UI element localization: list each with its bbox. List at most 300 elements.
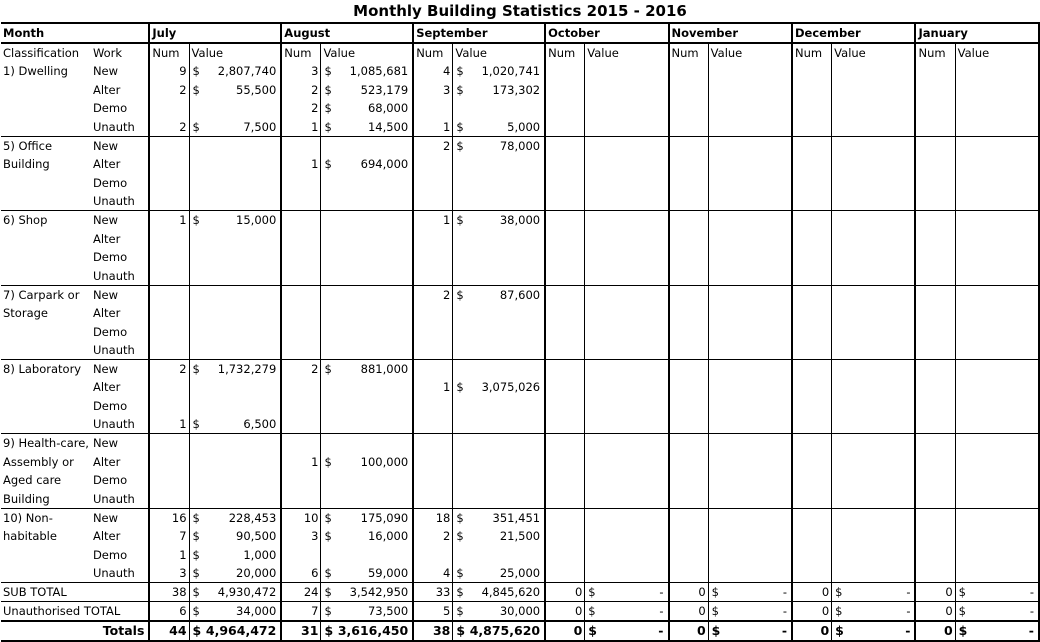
unauthorised-total-row: [1, 602, 1039, 622]
num-cell: [792, 267, 832, 286]
value-cell: 25,000: [468, 564, 545, 583]
num-cell: [792, 564, 832, 583]
num-cell: 18: [413, 508, 453, 527]
value-cell: 3,616,450: [336, 621, 413, 641]
num-cell: [149, 397, 189, 416]
value-cell: [468, 341, 545, 360]
currency-cell: [585, 527, 600, 546]
value-cell: [847, 248, 916, 267]
currency-cell: $: [453, 136, 468, 155]
value-cell: [847, 471, 916, 490]
currency-cell: $: [324, 64, 332, 79]
num-cell: [281, 545, 321, 564]
currency-cell: $: [832, 621, 847, 641]
value-cell: [847, 62, 916, 81]
value-cell: [204, 322, 281, 341]
statistics-table: [1, 22, 1040, 642]
currency-cell: [189, 248, 204, 267]
value-cell: 38,000: [468, 211, 545, 230]
value-cell: 6,500: [204, 415, 281, 434]
num-cell: [915, 322, 955, 341]
currency-cell: [832, 99, 847, 118]
value-cell: [336, 471, 413, 490]
currency-cell: $: [453, 211, 468, 230]
currency-cell: [832, 322, 847, 341]
num-cell: [281, 248, 321, 267]
currency-cell: $: [456, 119, 464, 134]
num-cell: [413, 545, 453, 564]
currency-cell: $: [585, 602, 600, 622]
currency-cell: $: [192, 119, 200, 134]
value-cell: 20,000: [204, 564, 281, 583]
value-column-header: Value: [453, 43, 545, 62]
num-cell: [281, 322, 321, 341]
currency-cell: [955, 434, 970, 453]
value-cell: [468, 545, 545, 564]
num-cell: [915, 434, 955, 453]
value-cell: [723, 267, 792, 286]
value-cell: [970, 378, 1039, 397]
num-cell: [792, 471, 832, 490]
value-cell: [600, 62, 669, 81]
value-cell: [600, 229, 669, 248]
currency-cell: [189, 322, 204, 341]
table-row: [1, 545, 1039, 564]
value-cell: [468, 192, 545, 211]
currency-cell: [321, 285, 336, 304]
value-cell: [847, 378, 916, 397]
classification-cell: [1, 322, 91, 341]
value-cell: [970, 229, 1039, 248]
month-header: September: [413, 23, 545, 43]
value-cell: [970, 192, 1039, 211]
currency-cell: [832, 545, 847, 564]
currency-cell: [708, 564, 723, 583]
value-cell: 73,500: [336, 602, 413, 622]
value-cell: 351,451: [468, 508, 545, 527]
currency-cell: $: [324, 566, 332, 581]
currency-cell: [585, 192, 600, 211]
num-cell: [915, 545, 955, 564]
num-cell: 7: [149, 527, 189, 546]
currency-cell: [708, 490, 723, 509]
value-cell: [600, 81, 669, 100]
num-cell: 1: [413, 211, 453, 230]
work-cell: New: [91, 136, 149, 155]
currency-cell: [708, 229, 723, 248]
value-cell: [723, 545, 792, 564]
currency-cell: $: [456, 566, 464, 581]
num-cell: 1: [413, 118, 453, 137]
currency-cell: $: [189, 508, 204, 527]
month-header: November: [669, 23, 793, 43]
value-cell: [600, 99, 669, 118]
value-cell: [204, 341, 281, 360]
num-cell: [545, 564, 585, 583]
currency-cell: [708, 415, 723, 434]
currency-cell: [708, 174, 723, 193]
currency-cell: [832, 341, 847, 360]
currency-cell: [189, 378, 204, 397]
value-cell: [970, 545, 1039, 564]
value-cell: [204, 99, 281, 118]
work-cell: Alter: [91, 378, 149, 397]
value-cell: [336, 174, 413, 193]
num-cell: [413, 304, 453, 323]
work-cell: Alter: [91, 452, 149, 471]
num-cell: [545, 229, 585, 248]
table-row: [1, 490, 1039, 509]
table-row: [1, 471, 1039, 490]
table-row: [1, 378, 1039, 397]
num-cell: [915, 267, 955, 286]
num-cell: [545, 118, 585, 137]
currency-cell: [453, 322, 468, 341]
currency-cell: $: [456, 64, 464, 79]
num-cell: [792, 285, 832, 304]
num-cell: [545, 452, 585, 471]
num-cell: [669, 155, 709, 174]
num-cell: [669, 434, 709, 453]
value-cell: [600, 118, 669, 137]
value-cell: [204, 285, 281, 304]
value-cell: [847, 211, 916, 230]
num-cell: [545, 211, 585, 230]
value-column-header: Value: [189, 43, 281, 62]
value-cell: 14,500: [336, 118, 413, 137]
value-cell: [723, 564, 792, 583]
value-cell: [970, 304, 1039, 323]
value-cell: [600, 564, 669, 583]
currency-cell: [955, 452, 970, 471]
currency-cell: [955, 174, 970, 193]
currency-cell: [585, 341, 600, 360]
value-cell: [204, 304, 281, 323]
work-cell: Alter: [91, 81, 149, 100]
currency-cell: [832, 564, 847, 583]
num-cell: [792, 229, 832, 248]
currency-cell: [585, 155, 600, 174]
value-cell: [723, 174, 792, 193]
currency-cell: $: [189, 211, 204, 230]
currency-cell: $: [321, 508, 336, 527]
value-cell: [847, 304, 916, 323]
num-cell: 6: [149, 602, 189, 622]
value-cell: [600, 360, 669, 379]
value-cell: [336, 490, 413, 509]
value-cell: [723, 211, 792, 230]
currency-cell: [708, 211, 723, 230]
value-cell: [847, 360, 916, 379]
currency-cell: [832, 136, 847, 155]
value-cell: 3,075,026: [468, 378, 545, 397]
num-cell: 4: [413, 62, 453, 81]
work-cell: Unauth: [91, 415, 149, 434]
currency-cell: [708, 545, 723, 564]
classification-cell: [1, 415, 91, 434]
num-cell: [792, 360, 832, 379]
value-cell: [600, 155, 669, 174]
value-cell: [723, 229, 792, 248]
num-cell: [915, 378, 955, 397]
value-cell: 175,090: [336, 508, 413, 527]
value-cell: [600, 304, 669, 323]
num-cell: [413, 322, 453, 341]
currency-cell: [189, 304, 204, 323]
currency-cell: [321, 211, 336, 230]
classification-cell: 1) Dwelling: [3, 64, 68, 79]
table-row: [1, 397, 1039, 416]
value-cell: [204, 192, 281, 211]
currency-cell: $: [192, 417, 200, 432]
currency-cell: [955, 378, 970, 397]
currency-cell: [585, 118, 600, 137]
num-cell: [149, 136, 189, 155]
table-row: [1, 211, 1039, 230]
value-cell: [970, 62, 1039, 81]
classification-cell: [1, 397, 91, 416]
num-cell: [669, 192, 709, 211]
num-cell: [413, 360, 453, 379]
num-cell: [669, 267, 709, 286]
work-cell: Unauth: [91, 564, 149, 583]
value-cell: [847, 99, 916, 118]
num-cell: 2: [149, 360, 189, 379]
currency-cell: [955, 322, 970, 341]
value-cell: [970, 360, 1039, 379]
num-cell: [281, 434, 321, 453]
value-cell: [600, 285, 669, 304]
value-cell: [723, 397, 792, 416]
currency-cell: [955, 155, 970, 174]
num-cell: [669, 304, 709, 323]
num-cell: [792, 490, 832, 509]
currency-cell: [453, 490, 468, 509]
currency-cell: [708, 285, 723, 304]
currency-cell: [708, 248, 723, 267]
work-cell: Alter: [91, 527, 149, 546]
currency-cell: $: [955, 583, 970, 602]
currency-cell: [453, 155, 468, 174]
num-cell: [149, 471, 189, 490]
currency-cell: [585, 452, 600, 471]
num-cell: [792, 508, 832, 527]
value-cell: [970, 81, 1039, 100]
value-cell: [723, 118, 792, 137]
value-cell: [468, 490, 545, 509]
value-cell: [723, 360, 792, 379]
value-cell: [970, 211, 1039, 230]
value-cell: [723, 434, 792, 453]
value-cell: [336, 322, 413, 341]
work-cell: New: [91, 508, 149, 527]
value-cell: [847, 174, 916, 193]
num-cell: [413, 434, 453, 453]
value-column-header: Value: [321, 43, 413, 62]
table-row: [1, 136, 1039, 155]
value-cell: [600, 434, 669, 453]
value-cell: [847, 434, 916, 453]
currency-cell: [585, 490, 600, 509]
num-column-header: Num: [545, 43, 585, 62]
classification-cell: [1, 248, 91, 267]
value-column-header: Value: [708, 43, 792, 62]
work-cell: Unauth: [91, 341, 149, 360]
table-row: [1, 304, 1039, 323]
currency-cell: [321, 490, 336, 509]
num-cell: [669, 62, 709, 81]
num-cell: 7: [281, 602, 321, 622]
currency-cell: [189, 155, 204, 174]
num-cell: [669, 322, 709, 341]
table-row: [1, 360, 1039, 379]
num-cell: [545, 322, 585, 341]
currency-cell: [708, 118, 723, 137]
num-cell: [915, 415, 955, 434]
classification-cell: Aged care: [3, 473, 62, 488]
currency-cell: [321, 136, 336, 155]
totals-row-label: Totals: [1, 621, 149, 641]
value-cell: [204, 248, 281, 267]
value-cell: [723, 192, 792, 211]
currency-cell: [585, 99, 600, 118]
value-cell: [204, 490, 281, 509]
value-cell: -: [970, 621, 1039, 641]
value-cell: [336, 211, 413, 230]
num-cell: [669, 211, 709, 230]
num-cell: [545, 174, 585, 193]
value-cell: 90,500: [204, 527, 281, 546]
unauthorised-total-row-label: Unauthorised TOTAL: [1, 602, 149, 622]
classification-cell: 6) Shop: [1, 211, 91, 230]
classification-cell: [1, 192, 91, 211]
num-cell: 2: [149, 81, 189, 100]
value-cell: [970, 490, 1039, 509]
value-cell: -: [600, 602, 669, 622]
currency-cell: [189, 285, 204, 304]
currency-cell: [453, 452, 468, 471]
value-cell: [600, 136, 669, 155]
value-cell: [468, 267, 545, 286]
num-cell: [413, 229, 453, 248]
currency-cell: [708, 62, 723, 81]
num-cell: [792, 192, 832, 211]
value-cell: [723, 136, 792, 155]
value-cell: [204, 174, 281, 193]
totals-row: [1, 621, 1039, 641]
currency-cell: [189, 174, 204, 193]
num-cell: [545, 99, 585, 118]
value-cell: 34,000: [204, 602, 281, 622]
num-cell: [545, 62, 585, 81]
value-cell: 16,000: [336, 527, 413, 546]
work-cell: Demo: [91, 99, 149, 118]
num-cell: [669, 397, 709, 416]
num-cell: 44: [149, 621, 189, 641]
value-cell: [723, 471, 792, 490]
value-cell: -: [600, 583, 669, 602]
currency-cell: [585, 545, 600, 564]
num-cell: [915, 136, 955, 155]
work-cell: Demo: [91, 174, 149, 193]
num-cell: 3: [281, 62, 321, 81]
value-cell: [204, 136, 281, 155]
table-row: [1, 62, 1039, 81]
classification-cell: [1, 378, 91, 397]
work-cell: Demo: [91, 248, 149, 267]
value-cell: [204, 229, 281, 248]
num-cell: 0: [792, 583, 832, 602]
table-row: [1, 341, 1039, 360]
num-cell: [915, 490, 955, 509]
currency-cell: [708, 434, 723, 453]
num-cell: [149, 322, 189, 341]
value-cell: [600, 341, 669, 360]
currency-cell: [321, 378, 336, 397]
value-cell: [600, 267, 669, 286]
value-cell: [970, 564, 1039, 583]
num-cell: 24: [281, 583, 321, 602]
currency-cell: [189, 229, 204, 248]
currency-cell: [321, 415, 336, 434]
num-cell: 2: [413, 285, 453, 304]
num-cell: 3: [413, 81, 453, 100]
classification-cell: [1, 99, 91, 118]
value-cell: [847, 192, 916, 211]
value-cell: [847, 322, 916, 341]
currency-cell: [708, 136, 723, 155]
value-cell: [723, 99, 792, 118]
num-cell: [792, 322, 832, 341]
work-cell: Alter: [91, 155, 149, 174]
num-cell: [413, 267, 453, 286]
value-cell: [336, 341, 413, 360]
num-cell: [669, 136, 709, 155]
num-cell: [669, 564, 709, 583]
currency-cell: [585, 174, 600, 193]
num-cell: 1: [281, 452, 321, 471]
work-cell: New: [91, 285, 149, 304]
value-cell: [847, 118, 916, 137]
currency-cell: $: [453, 602, 468, 622]
value-cell: 4,930,472: [204, 583, 281, 602]
currency-cell: [832, 192, 847, 211]
num-cell: [149, 434, 189, 453]
value-cell: 881,000: [336, 360, 413, 379]
currency-cell: [585, 508, 600, 527]
value-cell: [847, 397, 916, 416]
currency-cell: $: [955, 602, 970, 622]
currency-cell: [955, 360, 970, 379]
num-cell: 2: [413, 527, 453, 546]
value-cell: [970, 136, 1039, 155]
currency-cell: [832, 415, 847, 434]
num-cell: [915, 211, 955, 230]
month-header: January: [915, 23, 1039, 43]
currency-cell: [955, 118, 970, 137]
num-cell: [915, 452, 955, 471]
value-cell: [847, 490, 916, 509]
num-cell: [792, 304, 832, 323]
work-label: Work: [91, 43, 149, 62]
num-cell: [149, 304, 189, 323]
currency-cell: [708, 508, 723, 527]
value-cell: [204, 471, 281, 490]
currency-cell: [189, 490, 204, 509]
value-cell: -: [970, 583, 1039, 602]
currency-cell: [708, 341, 723, 360]
classification-cell: 7) Carpark or: [1, 285, 91, 304]
